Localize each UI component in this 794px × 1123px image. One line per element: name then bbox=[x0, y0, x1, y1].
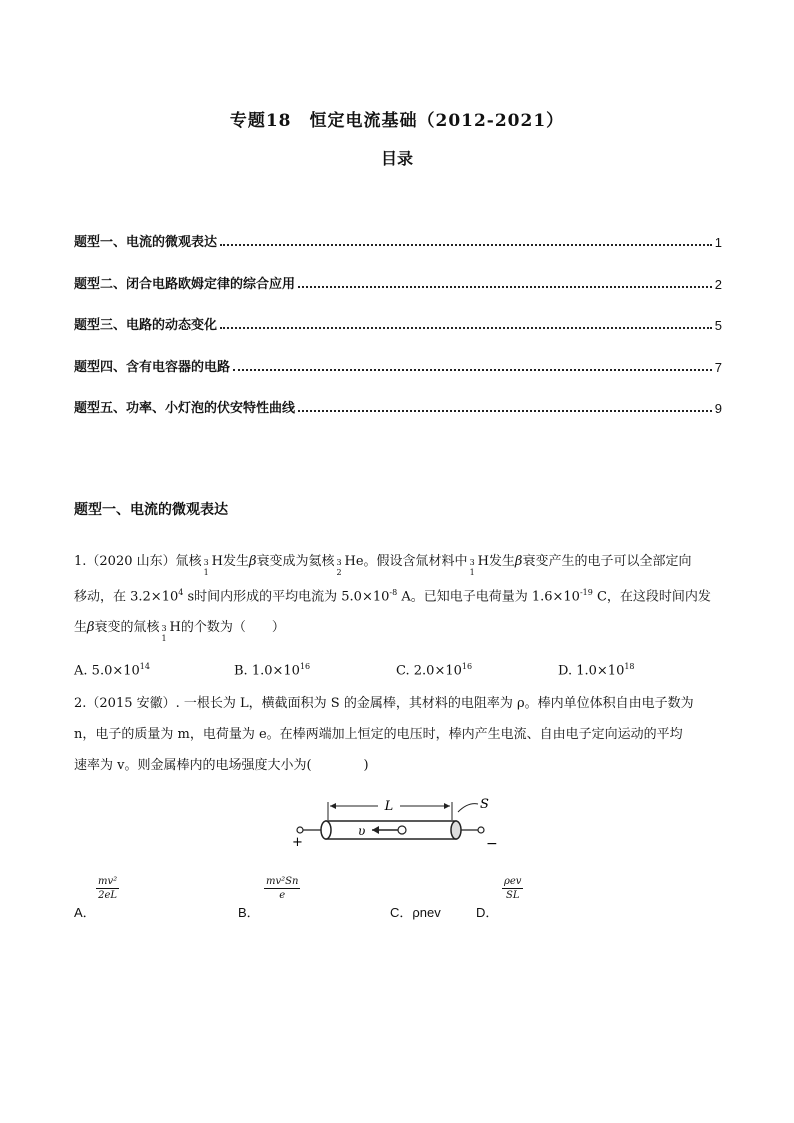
toc-entry-page: 1 bbox=[714, 235, 722, 250]
electron-icon bbox=[398, 826, 406, 834]
option-b[interactable]: B． bbox=[238, 905, 260, 920]
toc-leader-dots bbox=[220, 327, 712, 329]
toc-leader-dots bbox=[220, 244, 712, 246]
toc-entry[interactable] bbox=[74, 355, 722, 375]
tritium-symbol: 3 1 bbox=[203, 558, 209, 577]
tritium-symbol: 3 1 bbox=[161, 624, 167, 644]
toc-entry[interactable] bbox=[74, 230, 722, 250]
question-2-line-1: 2.（2015 安徽）. 一根长为 L，横截面积为 S 的金属棒，其材料的电阻率为 ρ。棒内单位体积自由电子数为 bbox=[74, 696, 694, 711]
option-c[interactable]: C. $2.0\times 10^{16}$ bbox=[396, 662, 473, 679]
question-1-options bbox=[74, 662, 724, 686]
toc-entry-page: 9 bbox=[714, 401, 722, 416]
option-b[interactable]: B. $1.0\times 10^{16}$ bbox=[234, 662, 311, 679]
negative-terminal-icon bbox=[478, 827, 484, 833]
question-2-line-3: 速率为 v。则金属棒内的电场强度大小为( ) bbox=[74, 758, 369, 773]
toc-entry[interactable] bbox=[74, 313, 722, 333]
section-heading: 题型一、电流的微观表达 bbox=[74, 502, 228, 518]
question-2-options bbox=[74, 870, 724, 920]
toc-leader-dots bbox=[233, 369, 712, 371]
option-a-formula: $\frac{\text{mv²}}{2eL}$ bbox=[98, 876, 118, 901]
positive-terminal-icon bbox=[297, 827, 303, 833]
option-d[interactable]: D． bbox=[476, 905, 499, 920]
helium-symbol: 3 2 bbox=[336, 558, 342, 577]
option-c[interactable]: C．ρnev bbox=[390, 905, 441, 920]
toc-entry-page: 2 bbox=[714, 277, 722, 292]
question-2 bbox=[74, 688, 724, 781]
plus-sign: + bbox=[292, 835, 303, 850]
toc-entry-label: 题型三、电路的动态变化 bbox=[74, 318, 218, 333]
metal-rod-figure bbox=[290, 790, 520, 850]
area-label: S bbox=[480, 797, 489, 812]
toc-entry-page: 7 bbox=[714, 360, 722, 375]
toc-entry[interactable] bbox=[74, 396, 722, 416]
option-d[interactable]: D. $1.0\times 10^{18}$ bbox=[558, 662, 635, 679]
toc-entry-label: 题型二、闭合电路欧姆定律的综合应用 bbox=[74, 277, 296, 292]
toc-entry-label: 题型四、含有电容器的电路 bbox=[74, 360, 231, 375]
velocity-label: υ bbox=[358, 824, 366, 838]
option-a[interactable]: A. $5.0\times 10^{14}$ bbox=[74, 662, 150, 679]
option-b-formula: $\frac{\text{mv²Sn}}{e}$ bbox=[266, 876, 299, 901]
toc-entry-label: 题型一、电流的微观表达 bbox=[74, 235, 218, 250]
option-d-formula: ρev SL bbox=[504, 876, 522, 901]
minus-sign: − bbox=[486, 836, 498, 850]
question-1-line-2: 移动，在 $3.2\times 10^4$ s时间内形成的平均电流为 $5.0\times 10^{-8}$ A。已知电子电荷量为 $1.6\times 10^{-19}$ C，在这段时间内发 bbox=[74, 588, 711, 605]
toc-heading: 目录 bbox=[380, 149, 413, 168]
question-1 bbox=[74, 546, 724, 643]
question-1-line-1: 1.（2020 山东）氚核 3 1 H发生β衰变成为氦核 3 2 He。假设含氚材料中 3 1 H发生β衰变产生的电子可以全部定向 bbox=[74, 554, 692, 577]
document-title: 专题18 恒定电流基础（2012-2021） bbox=[229, 111, 565, 131]
toc-entry-label: 题型五、功率、小灯泡的伏安特性曲线 bbox=[74, 401, 296, 416]
question-2-line-2: n，电子的质量为 m，电荷量为 e。在棒两端加上恒定的电压时，棒内产生电流、自由电子定向运动的平均 bbox=[74, 727, 683, 742]
question-1-line-3: 生β衰变的氚核 3 1 H的个数为（ ） bbox=[74, 620, 285, 644]
length-label: L bbox=[384, 799, 394, 814]
toc-entry[interactable] bbox=[74, 272, 722, 292]
toc-entry-page: 5 bbox=[714, 318, 722, 333]
toc-leader-dots bbox=[298, 410, 712, 412]
toc-leader-dots bbox=[298, 286, 712, 288]
tritium-symbol: 3 1 bbox=[469, 558, 475, 577]
option-a[interactable]: A． bbox=[74, 905, 96, 920]
